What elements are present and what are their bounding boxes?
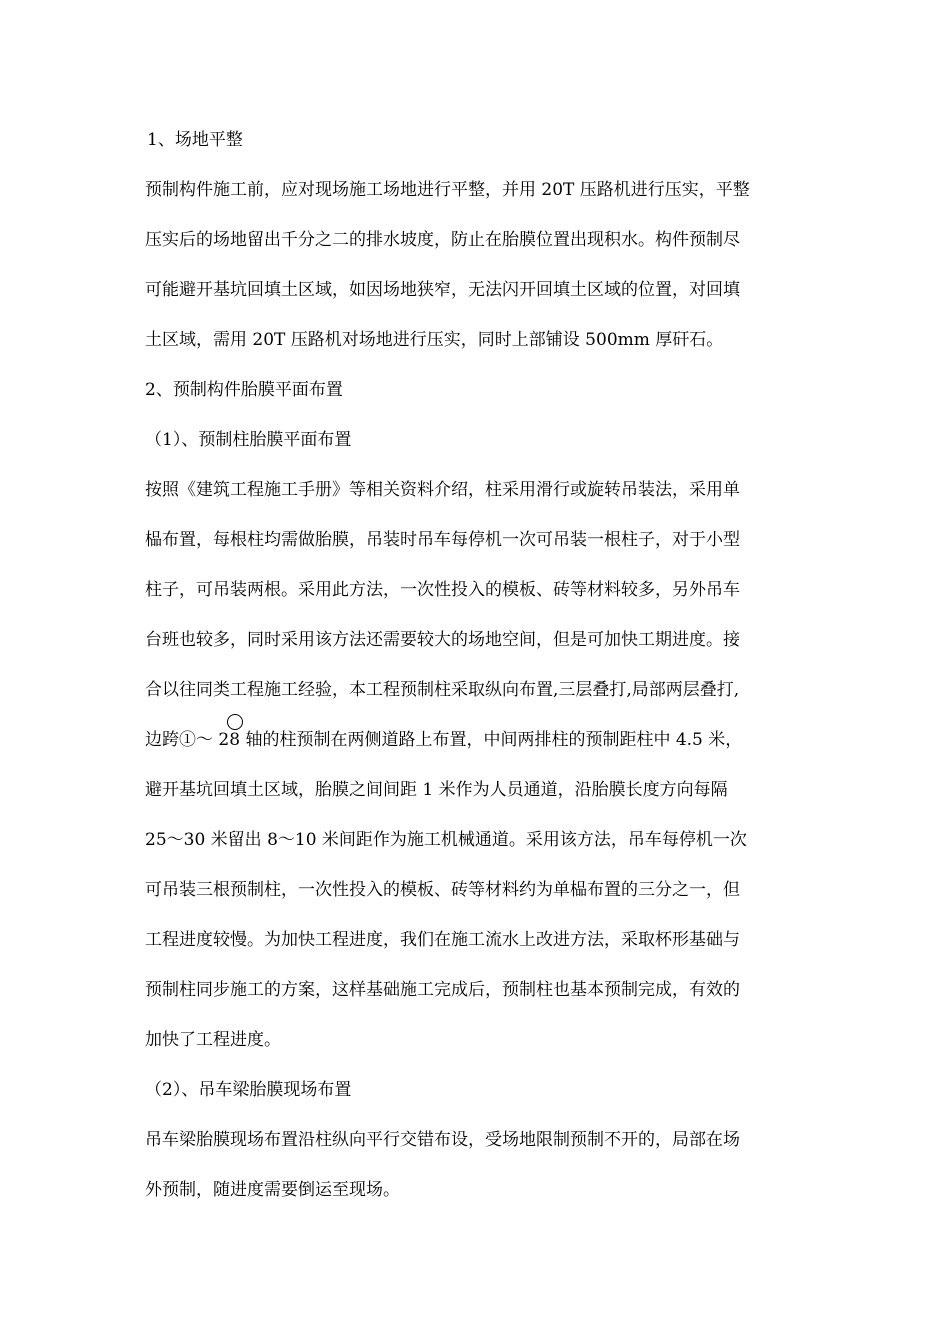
paragraph-line: 合以往同类工程施工经验，本工程预制柱采取纵向布置,三层叠打,局部两层叠打, [145, 680, 740, 700]
paragraph-line: 外预制，随进度需要倒运至现场。 [145, 1180, 400, 1200]
paragraph-line: 吊车梁胎膜现场布置沿柱纵向平行交错布设，受场地限制预制不开的，局部在场 [145, 1130, 740, 1150]
paragraph-line: 工程进度较慢。为加快工程进度，我们在施工流水上改进方法，采取杯形基础与 [145, 930, 740, 950]
paragraph-line: 加快了工程进度。 [145, 1030, 281, 1050]
paragraph-line: 台班也较多，同时采用该方法还需要较大的场地空间，但是可加快工期进度。接 [145, 630, 740, 650]
paragraph-line: 预制构件施工前，应对现场施工场地进行平整，并用 20T 压路机进行压实，平整 [145, 180, 750, 200]
subsection-heading-crane-beam-formwork: （2）、吊车梁胎膜现场布置 [145, 1080, 352, 1100]
section-heading-site-leveling: 1、场地平整 [147, 130, 243, 150]
paragraph-line: 避开基坑回填土区域，胎膜之间间距 1 米作为人员通道，沿胎膜长度方向每隔 [145, 780, 728, 800]
paragraph-line: 可能避开基坑回填土区域，如因场地狭窄，无法闪开回填土区域的位置，对回填 [145, 280, 740, 300]
paragraph-line: 预制柱同步施工的方案，这样基础施工完成后，预制柱也基本预制完成，有效的 [145, 980, 740, 1000]
section-heading-formwork-layout: 2、预制构件胎膜平面布置 [145, 380, 343, 400]
subsection-heading-column-formwork: （1）、预制柱胎膜平面布置 [145, 430, 352, 450]
axis-circle-mark-icon [227, 714, 243, 730]
paragraph-line: 土区域，需用 20T 压路机对场地进行压实，同时上部铺设 500mm 厚矸石。 [145, 330, 724, 350]
paragraph-line: 可吊装三根预制柱，一次性投入的模板、砖等材料约为单榀布置的三分之一，但 [145, 880, 740, 900]
paragraph-line: 柱子，可吊装两根。采用此方法，一次性投入的模板、砖等材料较多，另外吊车 [145, 580, 740, 600]
paragraph-line: 25～30 米留出 8～10 米间距作为施工机械通道。采用该方法，吊车每停机一次 [145, 830, 747, 850]
paragraph-line: 按照《建筑工程施工手册》等相关资料介绍，柱采用滑行或旋转吊装法，采用单 [145, 480, 740, 500]
paragraph-line: 边跨①～ 28 轴的柱预制在两侧道路上布置，中间两排柱的预制距柱中 4.5 米， [145, 730, 743, 750]
paragraph-line: 榀布置，每根柱均需做胎膜，吊装时吊车每停机一次可吊装一根柱子，对于小型 [145, 530, 740, 550]
paragraph-line: 压实后的场地留出千分之二的排水坡度，防止在胎膜位置出现积水。构件预制尽 [145, 230, 740, 250]
